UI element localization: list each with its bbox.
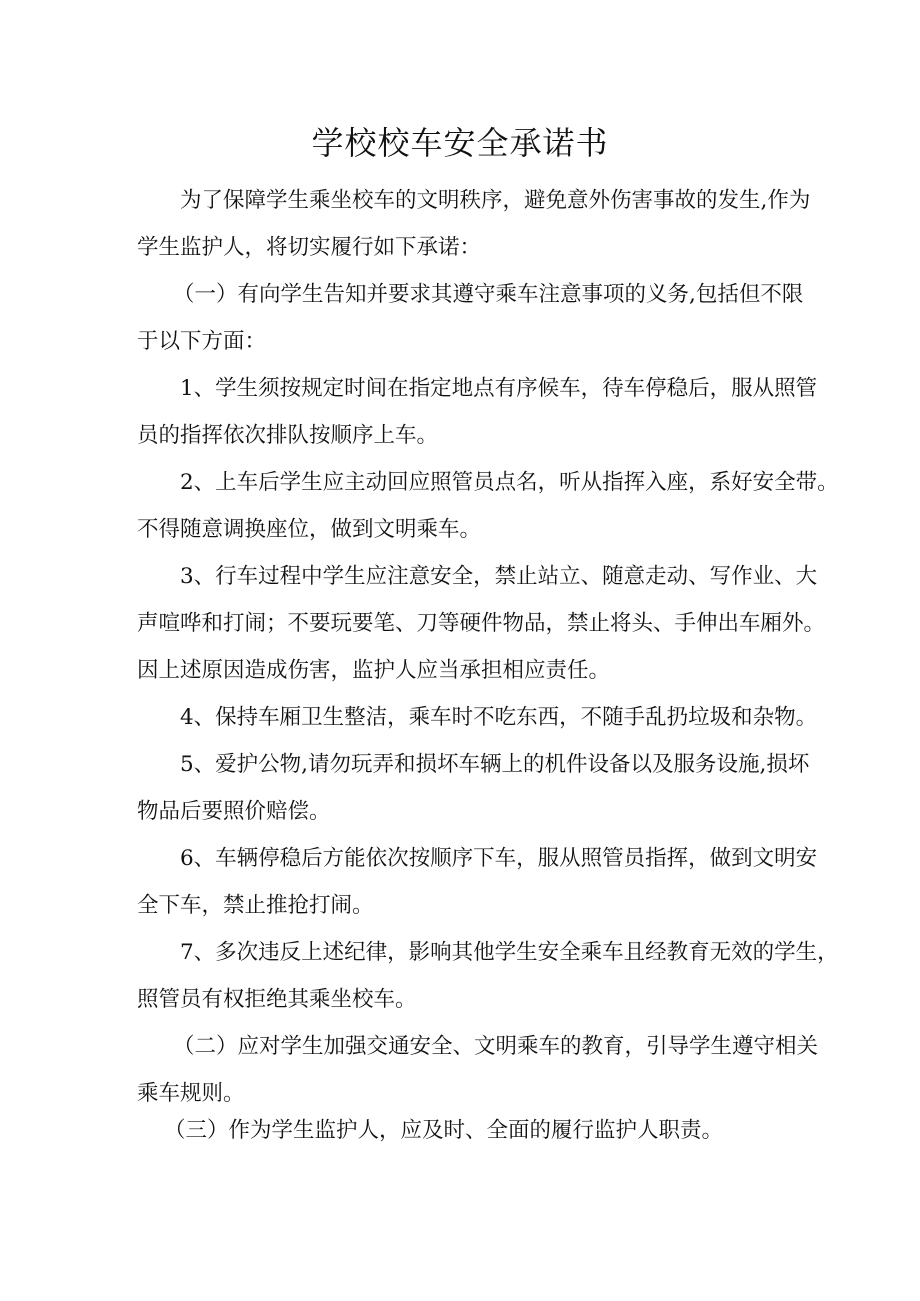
paragraph-section-3	[137, 1107, 797, 1154]
paragraph-line: 5、爱护公物,请勿玩弄和损坏车辆上的机件设备以及服务设施,损坏	[180, 752, 810, 777]
paragraph-line: 学生监护人，将切实履行如下承诺：	[137, 235, 482, 260]
paragraph-line: 不得随意调换座位，做到文明乘车。	[137, 517, 482, 542]
document-title: 学校校车安全承诺书	[311, 124, 609, 162]
paragraph-item-7	[137, 929, 839, 1023]
paragraph-item-6	[137, 835, 818, 929]
paragraph-line: 乘车规则。	[137, 1081, 245, 1106]
paragraph-line: （三）作为学生监护人，应及时、全面的履行监护人职责。	[164, 1118, 724, 1143]
paragraph-line: 7、多次违反上述纪律，影响其他学生安全乘车且经教育无效的学生，	[180, 940, 839, 965]
paragraph-line: 物品后要照价赔偿。	[137, 799, 331, 824]
paragraph-line: （一）有向学生告知并要求其遵守乘车注意事项的义务,包括但不限	[173, 282, 804, 307]
paragraph-item-4	[137, 694, 818, 741]
paragraph-line: 因上述原因造成伤害，监护人应当承担相应责任。	[137, 658, 611, 683]
paragraph-item-5	[137, 741, 810, 835]
paragraph-item-3	[137, 553, 826, 694]
paragraph-line: 为了保障学生乘坐校车的文明秩序，避免意外伤害事故的发生,作为	[180, 188, 811, 213]
paragraph-section-1	[137, 271, 804, 365]
paragraph-line: 于以下方面：	[137, 329, 267, 354]
paragraph-line: 1、学生须按规定时间在指定地点有序候车，待车停稳后，服从照管	[180, 376, 818, 401]
paragraph-line: 全下车，禁止推抢打闹。	[137, 893, 374, 918]
paragraph-line: 声喧哗和打闹；不要玩要笔、刀等硬件物品，禁止将头、手伸出车厢外。	[137, 611, 826, 636]
paragraph-section-2	[137, 1023, 819, 1117]
paragraph-line: 2、上车后学生应主动回应照管员点名，听从指挥入座，系好安全带。	[180, 470, 839, 495]
paragraph-line: 照管员有权拒绝其乘坐校车。	[137, 987, 417, 1012]
document-body	[137, 177, 839, 1154]
paragraph-line: 员的指挥依次排队按顺序上车。	[137, 423, 439, 448]
paragraph-item-1	[137, 365, 818, 459]
paragraph-line: （二）应对学生加强交通安全、文明乘车的教育，引导学生遵守相关	[173, 1034, 819, 1059]
paragraph-line: 3、行车过程中学生应注意安全，禁止站立、随意走动、写作业、大	[180, 564, 818, 589]
paragraph-line: 6、车辆停稳后方能依次按顺序下车，服从照管员指挥，做到文明安	[180, 846, 818, 871]
paragraph-intro	[137, 177, 811, 271]
paragraph-item-2	[137, 459, 839, 553]
paragraph-line: 4、保持车厢卫生整洁，乘车时不吃东西，不随手乱扔垃圾和杂物。	[180, 705, 818, 730]
